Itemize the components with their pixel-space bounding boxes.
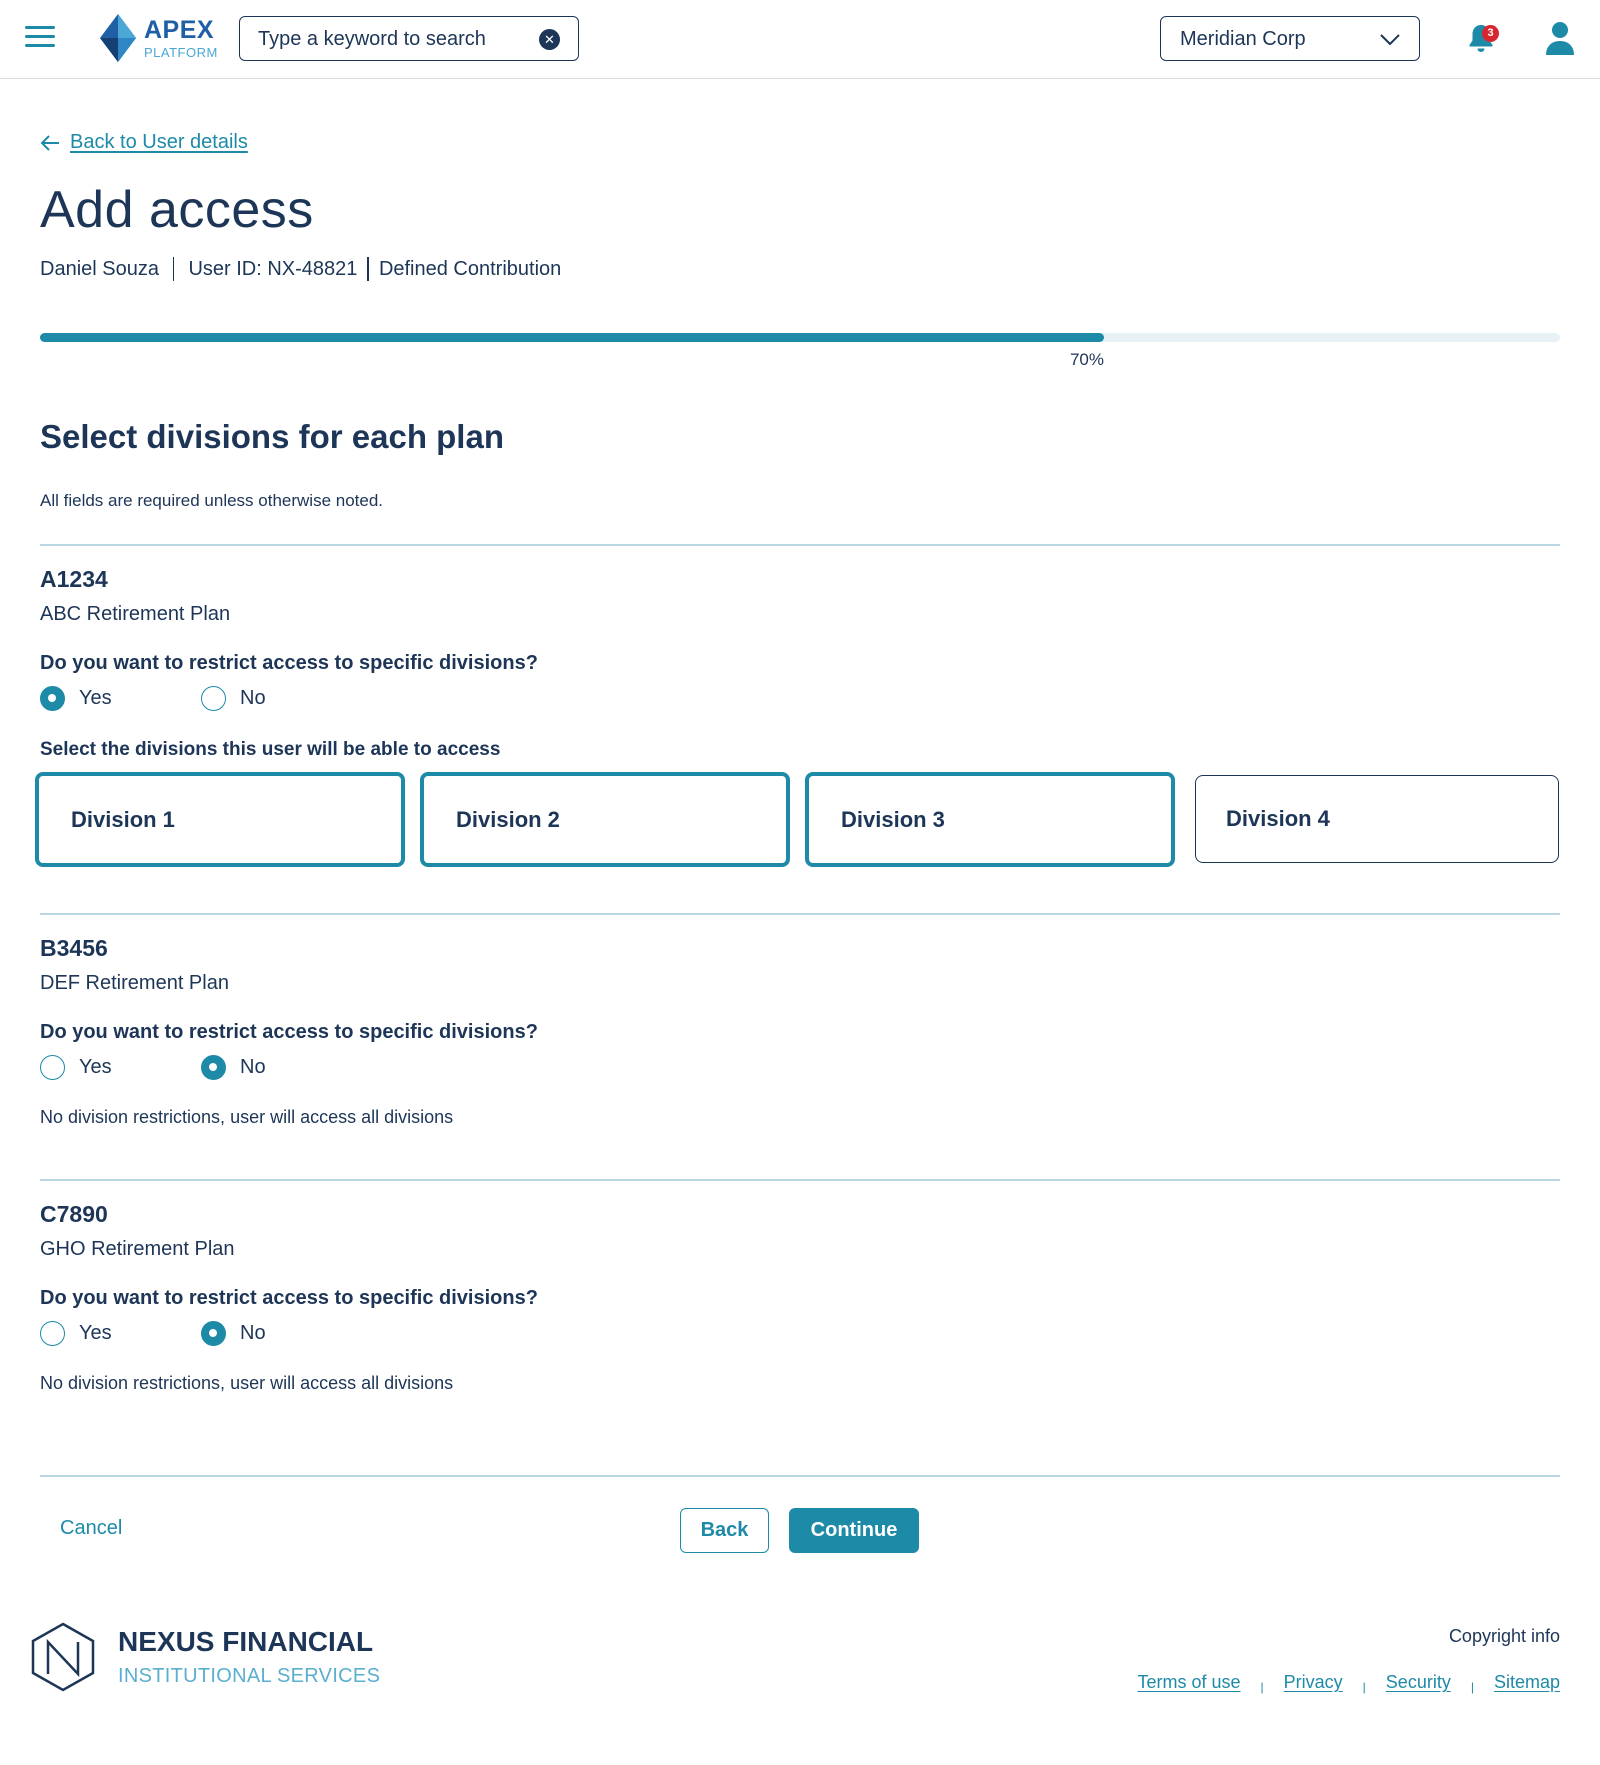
chevron-down-icon — [1379, 29, 1401, 49]
user-profile-icon[interactable] — [1545, 21, 1575, 55]
plan-name: GHO Retirement Plan — [40, 1238, 235, 1260]
logo-name: APEX — [144, 16, 215, 44]
cancel-link[interactable]: Cancel — [60, 1517, 123, 1539]
sitemap-link[interactable]: Sitemap — [1493, 1672, 1560, 1692]
privacy-link[interactable]: Privacy — [1283, 1672, 1343, 1692]
link-separator: | — [1470, 1679, 1474, 1694]
continue-button[interactable]: Continue — [789, 1508, 919, 1553]
plan-code: B3456 — [40, 935, 108, 961]
plan-a1234-restrict-yes-radio[interactable] — [40, 686, 112, 711]
plan-b3456-restrict-no-radio[interactable] — [201, 1055, 266, 1080]
division-3-option[interactable]: Division 3 — [805, 772, 1175, 867]
required-fields-note: All fields are required unless otherwise noted. — [40, 491, 384, 510]
division-1-option[interactable]: Division 1 — [35, 772, 405, 867]
plan-c7890-restrict-yes-radio[interactable] — [40, 1321, 112, 1346]
restrict-divisions-question: Do you want to restrict access to specific divisions? — [40, 1021, 538, 1043]
plan-b3456-restrict-yes-radio[interactable] — [40, 1055, 112, 1080]
division-2-option[interactable]: Division 2 — [420, 772, 790, 867]
hamburger-menu-icon[interactable] — [25, 26, 55, 50]
progress-label: 70% — [1069, 350, 1104, 369]
meta-separator — [367, 257, 369, 281]
back-link-label: Back to User details — [70, 131, 248, 153]
radio-label: No — [240, 687, 266, 709]
page-title: Add access — [40, 181, 314, 239]
notification-count-badge: 3 — [1482, 25, 1499, 42]
radio-button-icon — [40, 686, 65, 711]
radio-button-icon — [201, 1055, 226, 1080]
plan-a1234-restrict-no-radio[interactable] — [201, 686, 266, 711]
radio-label: Yes — [79, 687, 112, 709]
user-id: User ID: NX-48821 — [188, 257, 358, 280]
radio-button-icon — [201, 686, 226, 711]
search-box — [239, 16, 579, 61]
restrict-divisions-question: Do you want to restrict access to specific divisions? — [40, 1287, 538, 1309]
section-divider — [40, 1475, 1560, 1477]
restrict-divisions-question: Do you want to restrict access to specific divisions? — [40, 652, 538, 674]
organization-select[interactable] — [1160, 16, 1420, 61]
progress-bar — [40, 333, 1560, 342]
radio-button-icon — [40, 1055, 65, 1080]
section-divider — [40, 544, 1560, 546]
plan-code: A1234 — [40, 566, 108, 592]
user-meta-line — [40, 257, 561, 281]
plan-name: DEF Retirement Plan — [40, 972, 229, 994]
radio-button-icon — [40, 1321, 65, 1346]
plan-name: ABC Retirement Plan — [40, 603, 231, 625]
section-divider — [40, 1179, 1560, 1181]
nexus-logo-icon — [30, 1622, 96, 1692]
terms-of-use-link[interactable]: Terms of use — [1137, 1672, 1241, 1692]
footer-brand-name: NEXUS FINANCIAL — [118, 1626, 374, 1657]
division-4-option[interactable]: Division 4 — [1195, 775, 1559, 863]
plan-c7890-restrict-no-radio[interactable] — [201, 1321, 266, 1346]
apex-platform-logo[interactable] — [100, 14, 220, 64]
link-separator: | — [1362, 1679, 1366, 1694]
no-restriction-info: No division restrictions, user will access all divisions — [40, 1373, 454, 1393]
security-link[interactable]: Security — [1385, 1672, 1451, 1692]
footer-links — [1137, 1672, 1560, 1693]
section-title: Select divisions for each plan — [40, 418, 504, 455]
footer-brand-subtitle: INSTITUTIONAL SERVICES — [118, 1665, 381, 1687]
no-restriction-info: No division restrictions, user will access all divisions — [40, 1107, 454, 1127]
radio-label: No — [240, 1056, 266, 1078]
user-name: Daniel Souza — [40, 257, 159, 280]
section-divider — [40, 913, 1560, 915]
back-button[interactable]: Back — [680, 1508, 769, 1553]
diamond-logo-icon — [100, 14, 136, 62]
organization-select-value: Meridian Corp — [1180, 28, 1306, 50]
progress-bar-fill — [40, 333, 1104, 342]
plan-type: Defined Contribution — [378, 257, 562, 280]
link-separator: | — [1260, 1679, 1264, 1694]
plan-code: C7890 — [40, 1201, 108, 1227]
search-input[interactable] — [258, 25, 518, 53]
arrow-left-icon — [40, 134, 60, 152]
back-to-user-details-link[interactable] — [40, 131, 248, 154]
radio-label: Yes — [79, 1322, 112, 1344]
radio-label: No — [240, 1322, 266, 1344]
meta-separator — [173, 257, 175, 281]
logo-subtitle: PLATFORM — [144, 45, 218, 60]
top-navigation-bar — [0, 0, 1600, 79]
clear-search-icon[interactable]: ✕ — [539, 29, 560, 50]
radio-button-icon — [201, 1321, 226, 1346]
divisions-select-label: Select the divisions this user will be able to access — [40, 739, 501, 760]
copyright-info: Copyright info — [1448, 1626, 1560, 1646]
radio-label: Yes — [79, 1056, 112, 1078]
